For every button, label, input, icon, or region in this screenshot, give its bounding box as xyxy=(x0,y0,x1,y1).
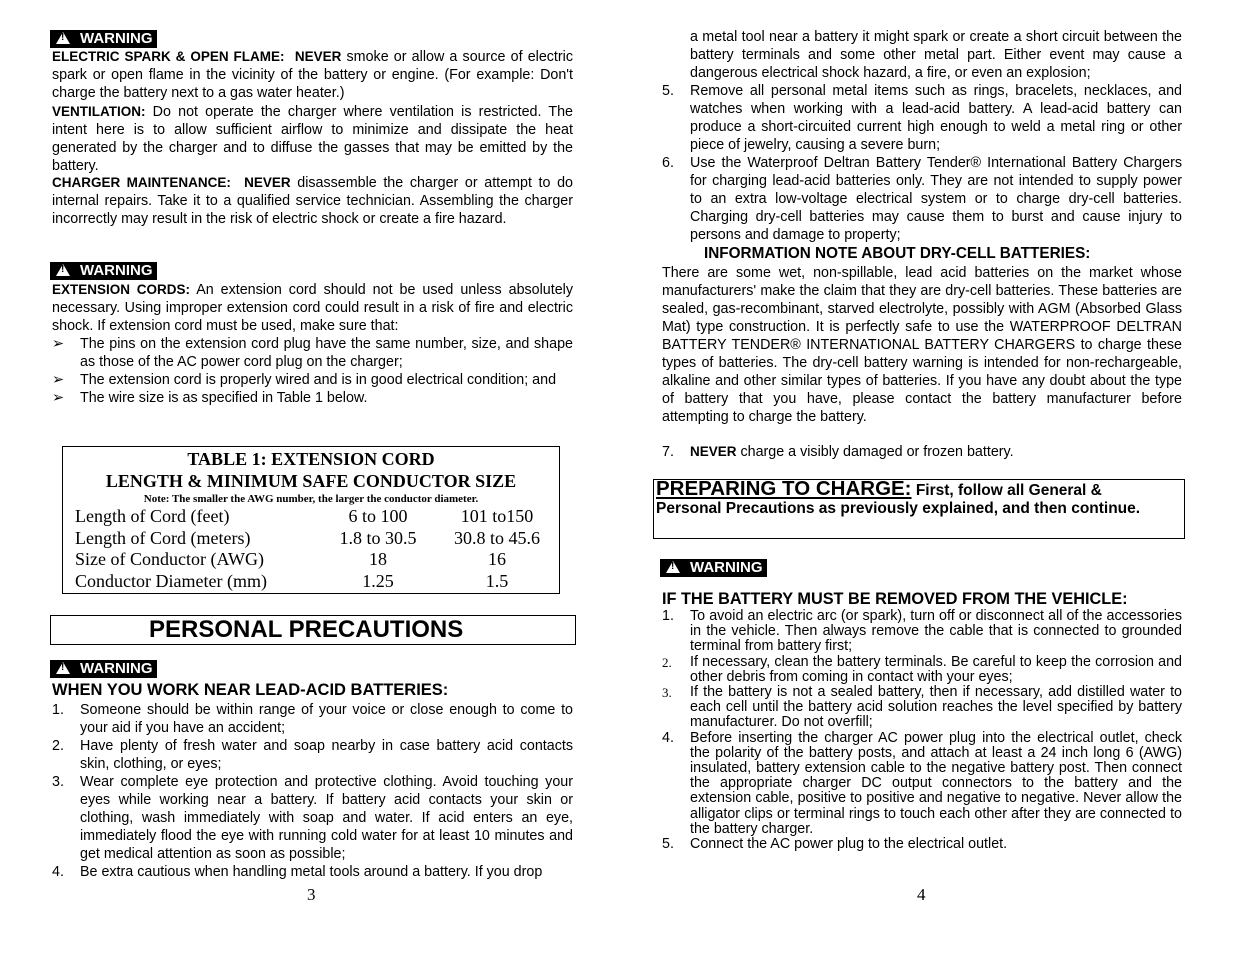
list-item-text: Be extra cautious when handling metal tools around a battery. If you drop xyxy=(80,864,543,880)
table-cell: Length of Cord (meters) xyxy=(75,527,251,548)
dry-cell-info-heading: INFORMATION NOTE ABOUT DRY-CELL BATTERIES: xyxy=(704,245,1091,262)
list-item-text: Someone should be within range of your voice or close enough to come to your aid if you have an accident; xyxy=(80,702,573,736)
warning-triangle-icon xyxy=(56,32,70,44)
never-label: NEVER xyxy=(690,444,737,459)
table-cell: 16 xyxy=(488,549,506,570)
remove-battery-heading: IF THE BATTERY MUST BE REMOVED FROM THE VEHICLE: xyxy=(662,590,1128,608)
ventilation-paragraph xyxy=(52,103,573,175)
list-item-text: Use the Waterproof Deltran Battery Tender® International Battery Chargers for charging lead-acid batteries only. They are not intended to supply power to an extra low-voltage electrical system or to charge dry-cell batteries. Charging dry-cell batteries may cause them to burst and cause injury to persons and damage to property; xyxy=(690,155,1182,243)
preparing-text: First, follow all General & Personal Precautions as previously explained, and then continue. xyxy=(656,482,1141,517)
item-7 xyxy=(662,443,1182,461)
list-item xyxy=(52,389,573,407)
dry-cell-info-text: There are some wet, non-spillable, lead acid batteries on the market whose manufacturers' make the claim that they are dry-cell batteries. These batteries are sealed, gas-recombinant, starved electrolyte, possibly with AGM (Absorbed Glass Mat) type construction. It is perfectly safe to use the WATERPROOF DELTRAN BATTERY TENDER® INTERNATIONAL BATTERY CHARGERS to charge these types of batteries. The dry-cell battery warning is intended for non-rechargeable, alkaline and other similar types of batteries. If you have any doubt about the type of battery that you have, please contact the battery manufacturer before attempting to charge the battery. xyxy=(662,265,1182,425)
warning-label: WARNING xyxy=(80,660,153,677)
item-number: 4. xyxy=(662,729,674,746)
list-item xyxy=(52,863,573,881)
table-row xyxy=(75,549,556,571)
item-number: 4. xyxy=(52,864,64,880)
list-item xyxy=(662,609,1182,655)
list-item-text: The extension cord is properly wired and is in good electrical condition; and xyxy=(80,372,557,388)
item-number: 3. xyxy=(52,774,64,790)
item-number: 7. xyxy=(662,444,674,460)
maintenance-text: disassemble the charger or attempt to do internal repairs. Take it to a qualified service technician. Assembling the charger incorrectly may result in the risk of electric shock or create a fire hazard. xyxy=(52,175,573,227)
list-item-text: Before inserting the charger AC power plug into the electrical outlet, check the polarity of the battery posts, and attach at least a 24 inch long 6 (AWG) insulated, battery extension cable to the negative battery post. Then connect the appropriate charger DC output connectors to the battery and the extension cable, positive to positive and negative to negative. Never allow the alligator clips or terminal rings to touch each other after they are connected to the battery charger. xyxy=(690,729,1182,837)
item-number: 1. xyxy=(52,702,64,718)
list-item-text: The wire size is as specified in Table 1 below. xyxy=(80,390,368,406)
extension-cords-paragraph xyxy=(52,281,573,335)
extension-cords-label: EXTENSION CORDS: xyxy=(52,282,191,297)
table-row xyxy=(75,528,556,550)
list-item xyxy=(662,82,1182,154)
table-cell: 1.5 xyxy=(485,570,509,591)
list-item xyxy=(662,154,1182,244)
warning-badge xyxy=(50,660,157,678)
continued-item-text: a metal tool near a battery it might spark or create a short circuit between the battery terminals and some other metal part. Either event may cause a dangerous electrical shock hazard, a fire, or even an explosion; xyxy=(690,29,1182,81)
list-item xyxy=(662,443,1182,461)
precautions-list xyxy=(52,701,573,881)
item-number: 2. xyxy=(52,738,64,754)
warning-label: WARNING xyxy=(690,559,763,576)
never-label: NEVER xyxy=(244,175,291,190)
electric-spark-label: ELECTRIC SPARK & OPEN FLAME: xyxy=(52,49,285,64)
list-item-text: If necessary, clean the battery terminals. Be careful to keep the corrosion and other debris from coming in contact with your eyes; xyxy=(690,653,1182,685)
table-cell: 18 xyxy=(369,549,387,570)
electric-spark-text: smoke or allow a source of electric spark or open flame in the vicinity of the battery or engine. (For example: Don't charge the battery next to a gas water heater.) xyxy=(52,49,573,101)
table-cell: 1.8 to 30.5 xyxy=(339,527,417,548)
preparing-to-charge-text xyxy=(656,477,1156,517)
list-item-text: Have plenty of fresh water and soap nearby in case battery acid contacts skin, clothing, or eyes; xyxy=(80,738,573,772)
table-cell: 6 to 100 xyxy=(348,506,408,527)
precautions-list-continued xyxy=(662,82,1182,244)
table-cell: Size of Conductor (AWG) xyxy=(75,549,265,570)
list-item-text: charge a visibly damaged or frozen battery. xyxy=(736,444,1014,460)
table-row xyxy=(75,506,556,528)
warning-badge xyxy=(50,262,157,280)
table-cell: Conductor Diameter (mm) xyxy=(75,570,267,591)
warning-label: WARNING xyxy=(80,30,153,47)
never-label: NEVER xyxy=(294,49,342,64)
table-title: TABLE 1: EXTENSION CORD xyxy=(187,449,435,469)
list-item xyxy=(52,773,573,863)
page-number: 3 xyxy=(307,885,316,904)
warning-triangle-icon xyxy=(56,264,70,276)
warning-badge xyxy=(50,30,157,48)
list-item xyxy=(52,371,573,389)
list-item xyxy=(52,701,573,737)
section-title: PREPARING TO CHARGE: xyxy=(656,477,912,500)
item-number: 6. xyxy=(662,155,674,171)
list-item xyxy=(52,737,573,773)
table-cell: 101 to150 xyxy=(460,506,534,527)
work-near-batteries-heading: WHEN YOU WORK NEAR LEAD-ACID BATTERIES: xyxy=(52,681,449,699)
list-item-text: The pins on the extension cord plug have the same number, size, and shape as those of the AC power cord plug on the charger; xyxy=(80,336,573,370)
warning-badge xyxy=(660,559,767,577)
charger-maintenance-paragraph xyxy=(52,174,573,228)
item-number: 5. xyxy=(662,836,674,853)
preparing-to-charge-box xyxy=(653,479,1185,539)
item-number: 1. xyxy=(662,608,674,624)
list-item xyxy=(52,335,573,371)
list-item xyxy=(662,837,1182,852)
ventilation-label: VENTILATION: xyxy=(52,104,146,119)
table-cell: 1.25 xyxy=(362,570,394,591)
section-title: PERSONAL PRECAUTIONS xyxy=(149,616,464,643)
list-item-text: Remove all personal metal items such as rings, bracelets, necklaces, and watches when working with a lead-acid battery. A lead-acid battery can produce a short-circuited current high enough to weld a metal ring or other piece of jewelry, causing a severe burn; xyxy=(690,83,1182,153)
table-row xyxy=(75,571,556,593)
page-number: 4 xyxy=(917,885,926,904)
table-subtitle: LENGTH & MINIMUM SAFE CONDUCTOR SIZE xyxy=(105,471,517,491)
electric-spark-paragraph xyxy=(52,48,573,102)
table-cell: 30.8 to 45.6 xyxy=(453,527,540,548)
arrow-bullet-icon: ➢ xyxy=(52,372,64,388)
arrow-bullet-icon: ➢ xyxy=(52,390,64,406)
warning-triangle-icon xyxy=(56,662,70,674)
list-item xyxy=(662,685,1182,731)
removal-steps-list xyxy=(662,609,1182,852)
extension-cord-table xyxy=(62,446,560,594)
item-number: 5. xyxy=(662,83,674,99)
extension-cords-text: An extension cord should not be used unless absolutely necessary. Using improper extension cord could result in a risk of fire and electric shock. If extension cord must be used, make sure that: xyxy=(52,282,574,334)
warning-triangle-icon xyxy=(666,561,680,573)
arrow-bullet-icon: ➢ xyxy=(52,336,64,352)
personal-precautions-box xyxy=(50,615,576,645)
table-body xyxy=(75,506,556,592)
list-item xyxy=(662,731,1182,837)
extension-cord-checklist xyxy=(52,335,573,407)
item-number: 3. xyxy=(662,685,672,701)
list-item-text: Connect the AC power plug to the electrical outlet. xyxy=(690,836,1008,853)
ventilation-text: Do not operate the charger where ventilation is restricted. The intent here is to allow sufficient airflow to minimize and dissipate the heat generated by the charger and to diffuse the gasses that may be emitted by the battery. xyxy=(52,104,573,174)
table-cell: Length of Cord (feet) xyxy=(75,506,230,527)
list-item-text: Wear complete eye protection and protective clothing. Avoid touching your eyes while working near a battery. If battery acid contacts your skin or clothing, wash immediately with soap and water. If acid enters an eye, immediately flood the eye with running cold water for at least 10 minutes and get medical attention as soon as possible; xyxy=(80,774,573,862)
list-item xyxy=(662,655,1182,685)
warning-label: WARNING xyxy=(80,262,153,279)
item-number: 2. xyxy=(662,654,672,670)
list-item-text: If the battery is not a sealed battery, then if necessary, add distilled water to each cell until the battery acid solution reaches the level specified by battery manufacturer. Do not overfill; xyxy=(690,684,1182,731)
list-item-text: To avoid an electric arc (or spark), turn off or disconnect all of the accessories in the vehicle. Then always remove the cable that is connected to grounded terminal from battery first; xyxy=(690,608,1182,655)
maintenance-label: CHARGER MAINTENANCE: xyxy=(52,175,231,190)
table-note: Note: The smaller the AWG number, the larger the conductor diameter. xyxy=(143,493,479,505)
